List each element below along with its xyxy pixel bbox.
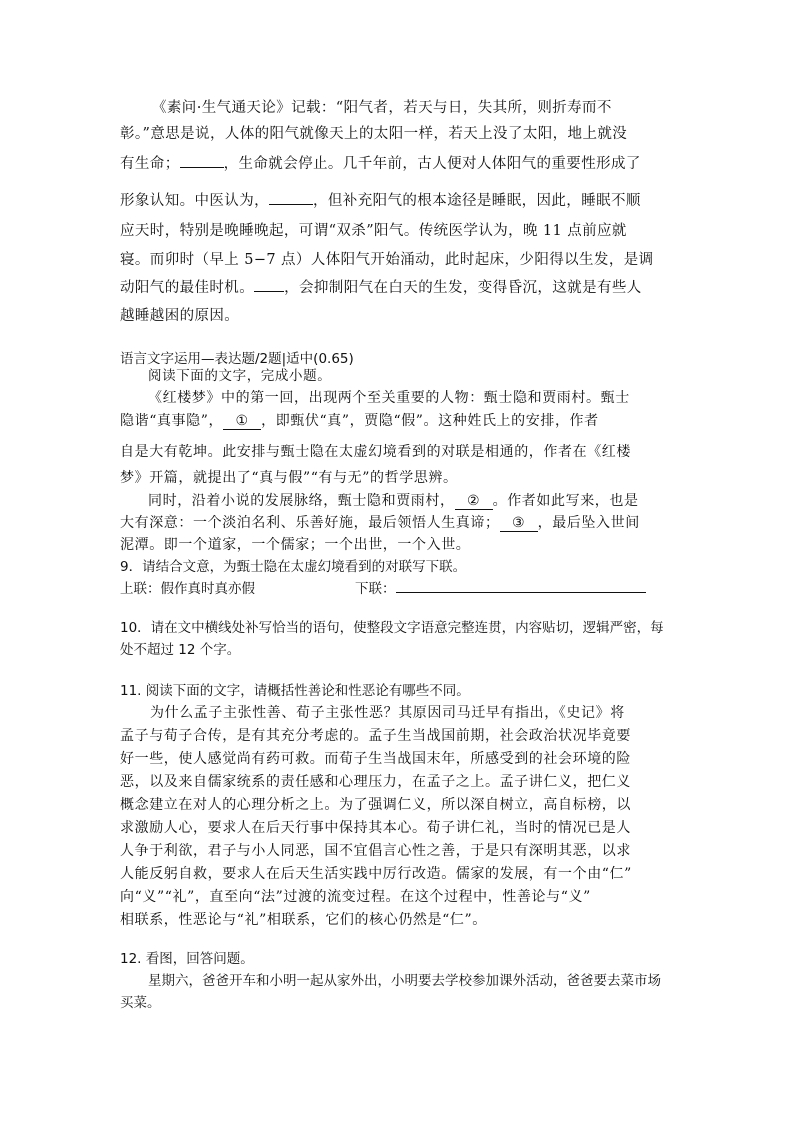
passage-2-line-2: 隐谐“真事隐”， ① ，即甄伏“真”，贾隐“假”。这种姓氏上的安排，作者 bbox=[120, 413, 599, 429]
question-9-couplet bbox=[120, 578, 680, 601]
q11-line-7: 人争于利欲，君子与小人同恶，国不宜倡言心性之善，于是只有深明其恶，以求 bbox=[120, 843, 631, 859]
passage-2-line-7: 泥潭。即一个道家，一个儒家；一个出世，一个入世。 bbox=[120, 537, 471, 553]
upper-couplet: 上联：假作真时真亦假 bbox=[120, 581, 255, 597]
question-12-line-1: 星期六，爸爸开车和小明一起从家外出，小明要去学校参加课外活动，爸爸要去菜市场 bbox=[148, 973, 661, 989]
q11-line-3: 好一些，使人感觉尚有药可救。而荀子生当战国末年，所感受到的社会环境的险 bbox=[120, 751, 631, 767]
lower-couplet-answer-field[interactable] bbox=[396, 578, 646, 593]
q11-line-8: 人能反躬自救，要求人在后天生活实践中厉行改造。儒家的发展，有一个由“仁” bbox=[120, 866, 632, 882]
question-10-line-1: 10．请在文中横线处补写恰当的语句，使整段文字语意完整连贯，内容贴切，逻辑严密，每 bbox=[120, 620, 664, 636]
passage-2-line-4: 梦》开篇，就提出了“真与假”“有与无”的哲学思辨。 bbox=[120, 470, 458, 486]
lower-couplet-label: 下联： bbox=[355, 581, 396, 597]
question-9-text: 9．请结合文意，为甄士隐在太虚幻境看到的对联写下联。 bbox=[120, 559, 467, 575]
q11-line-4: 恶，以及来自儒家统系的责任感和心理压力，在孟子之上。孟子讲仁义，把仁义 bbox=[120, 774, 631, 790]
blank-marker-3[interactable]: ③ bbox=[500, 515, 538, 532]
q11-line-1: 为什么孟子主张性善、荀子主张性恶？其原因司马迁早有指出，《史记》将 bbox=[150, 705, 625, 721]
question-10-line-2: 处不超过 12 个字。 bbox=[120, 642, 241, 658]
passage-2-line-5: 同时，沿着小说的发展脉络，甄士隐和贾雨村， ② 。作者如此写来，也是 bbox=[148, 493, 639, 509]
section-header: 语言文字运用—表达题/2题|适中(0.65) bbox=[120, 351, 354, 367]
answer-blank-1[interactable] bbox=[180, 153, 224, 168]
q11-line-10: 相联系，性恶论与“礼”相联系，它们的核心仍然是“仁”。 bbox=[120, 912, 487, 928]
passage-1-line-4: 形象认知。中医认为， ，但补充阳气的根本途径是睡眠，因此，睡眠不顺 bbox=[120, 189, 641, 210]
passage-2-line-3: 自是大有乾坤。此安排与甄士隐在太虚幻境看到的对联是相通的，作者在《红楼 bbox=[120, 444, 631, 460]
question-12-title: 12. 看图，回答问题。 bbox=[120, 951, 254, 967]
q11-line-5: 概念建立在对人的心理分析之上。为了强调仁义，所以深自树立，高自标榜，以 bbox=[120, 797, 631, 813]
passage-1-line-7: 动阳气的最佳时机。 ，会抑制阳气在白天的生发，变得昏沉，这就是有些人 bbox=[120, 276, 642, 297]
passage-1-line-6: 寝。而卯时（早上 5−7 点）人体阳气开始涌动，此时起床，少阳得以生发，是调 bbox=[120, 252, 654, 268]
blank-marker-1[interactable]: ① bbox=[223, 413, 261, 430]
passage-1-line-1: 《素问·生气通天论》记载：“阳气者，若天与日，失其所，则折寿而不 bbox=[152, 100, 612, 116]
q11-line-6: 求激励人心，要求人在后天行事中保持其本心。荀子讲仁礼，当时的情况已是人 bbox=[120, 820, 631, 836]
answer-blank-2[interactable] bbox=[269, 190, 313, 205]
blank-marker-2[interactable]: ② bbox=[455, 493, 493, 510]
passage-1-line-8: 越睡越困的原因。 bbox=[120, 308, 240, 324]
passage-1-line-5: 应天时，特别是晚睡晚起，可谓“双杀”阳气。传统医学认为，晚 11 点前应就 bbox=[120, 223, 627, 239]
q11-line-9: 向“义”“礼”，直至向“法”过渡的流变过程。在这个过程中，性善论与“义” bbox=[120, 889, 591, 905]
passage-2-intro: 阅读下面的文字，完成小题。 bbox=[148, 368, 332, 384]
q11-line-2: 孟子与荀子合传，是有其充分考虑的。孟子生当战国前期，社会政治状况毕竟要 bbox=[120, 728, 631, 744]
passage-1-line-2: 彰。”意思是说，人体的阳气就像天上的太阳一样，若天上没了太阳，地上就没 bbox=[120, 126, 628, 142]
question-12-line-2: 买菜。 bbox=[120, 995, 161, 1011]
passage-2-line-6: 大有深意：一个淡泊名利、乐善好施，最后领悟人生真谛； ③ ，最后坠入世间 bbox=[120, 515, 640, 531]
passage-2-line-1: 《红楼梦》中的第一回，出现两个至关重要的人物：甄士隐和贾雨村。甄士 bbox=[148, 390, 630, 406]
answer-blank-3[interactable] bbox=[254, 277, 284, 292]
passage-1-line-3: 有生命； ，生命就会停止。几千年前，古人便对人体阳气的重要性形成了 bbox=[120, 152, 641, 173]
question-11-title: 11. 阅读下面的文字，请概括性善论和性恶论有哪些不同。 bbox=[120, 683, 470, 699]
